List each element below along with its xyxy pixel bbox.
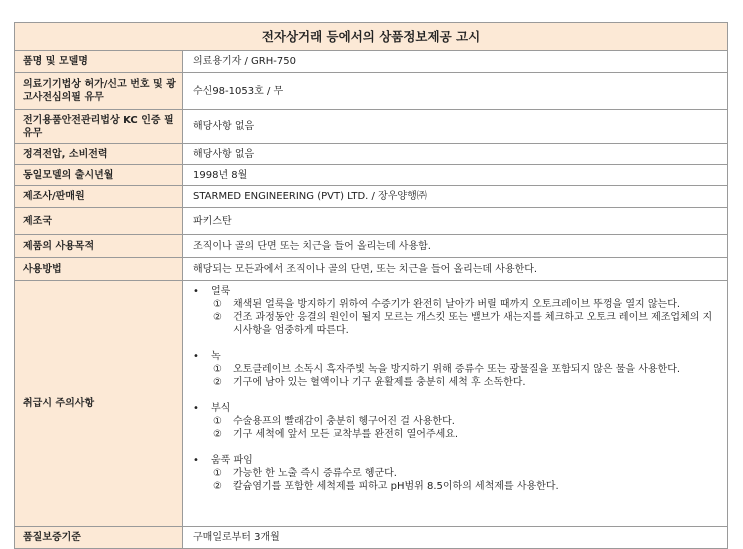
notice-title: 전자상거래 등에서의 상품정보제공 고시 [15,23,728,51]
table-row [15,51,728,73]
row-label: 정격전압, 소비전력 [15,144,183,165]
caution-section-rust [193,350,727,389]
table-row [15,527,728,549]
warranty-label: 품질보증기준 [15,527,183,549]
row-label: 제품의 사용목적 [15,235,183,258]
list-item: ② 기구 세척에 앞서 모든 교착부를 완전히 열어주세요. [213,429,459,440]
list-item: ② 칼슘염기를 포함한 세척제를 피하고 pH범위 8.5이하의 세척제를 사용한다. [213,481,559,492]
bullet-icon: • [193,455,199,466]
caution-notes [183,281,728,527]
list-item: ② 기구에 남아 있는 혈액이나 기구 윤활제를 충분히 세척 후 소독한다. [213,377,526,388]
table-row [15,235,728,258]
list-item: ① 가능한 한 노출 즉시 증류수로 헹군다. [213,468,397,479]
row-value: 수신98-1053호 / 무 [183,73,728,110]
caution-row [15,281,728,527]
warranty-value: 구매일로부터 3개월 [183,527,728,549]
table-row [15,165,728,186]
section-title: 얼룩 [211,286,231,297]
row-value: 파키스탄 [183,208,728,235]
table-row [15,258,728,281]
row-label: 동일모델의 출시년월 [15,165,183,186]
row-value: 해당사항 없음 [183,110,728,144]
section-title: 움푹 파임 [211,455,253,466]
section-title: 부식 [211,403,231,414]
caution-section-pitting [193,454,727,493]
row-label: 품명 및 모델명 [15,51,183,73]
row-value: 조직이나 골의 단면 또는 치근을 들어 올리는데 사용함. [183,235,728,258]
product-info-notice [14,22,728,549]
caution-section-corrosion [193,402,727,441]
row-value: STARMED ENGINEERING (PVT) LTD. / 장우양행㈜ [183,186,728,208]
caution-label: 취급시 주의사항 [15,281,183,527]
list-item: ① 오토클레이브 소독시 흑자주빛 녹을 방지하기 위해 증류수 또는 광물질을 포함되지 않은 물을 사용한다. [213,364,681,375]
list-item: ① 채색된 얼룩을 방지하기 위하여 수증기가 완전히 날아가 버릴 때까지 오토크레이브 뚜껑을 열지 않는다. [213,299,681,310]
row-value: 해당되는 모든과에서 조직이나 골의 단면, 또는 치근을 들어 올리는데 사용한다. [183,258,728,281]
row-label: 의료기기법상 허가/신고 번호 및 광고사전심의필 유무 [15,73,183,110]
caution-section-stain [193,285,727,337]
table-row [15,144,728,165]
row-label: 제조국 [15,208,183,235]
table-row [15,110,728,144]
list-item: ① 수술용프의 빨래감이 충분히 헹구어진 걸 사용한다. [213,416,455,427]
row-value: 1998년 8월 [183,165,728,186]
row-label: 제조사/판매원 [15,186,183,208]
section-title: 녹 [211,351,221,362]
row-value: 의료용기자 / GRH-750 [183,51,728,73]
table-row [15,186,728,208]
table-row [15,208,728,235]
row-label: 사용방법 [15,258,183,281]
bullet-icon: • [193,403,199,414]
table-row [15,73,728,110]
row-value: 해당사항 없음 [183,144,728,165]
bullet-icon: • [193,351,199,362]
row-label: 전기용품안전관리법상 KC 인증 필 유무 [15,110,183,144]
bullet-icon: • [193,286,199,297]
list-item: ② 건조 과정동안 응결의 원인이 될지 모르는 개스킷 또는 밸브가 새는지를 체크하고 오토크 레이브 제조업체의 지시사항을 엄중하게 따른다. [213,312,713,336]
notice-table [14,22,728,549]
